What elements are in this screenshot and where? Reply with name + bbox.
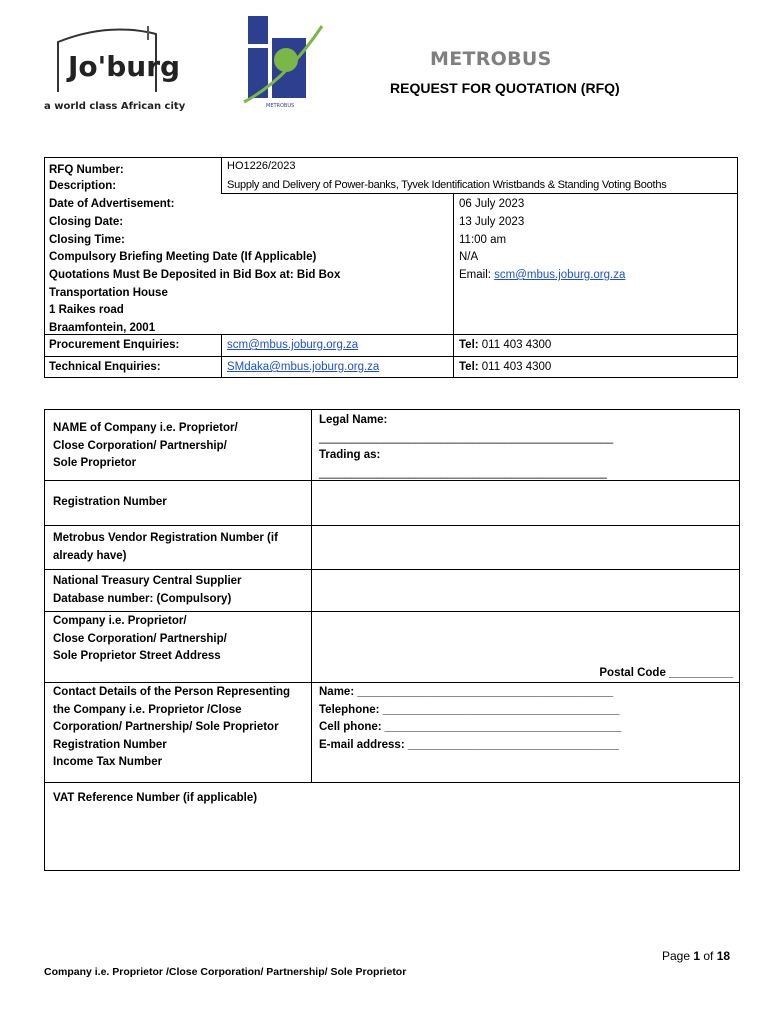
street-address-label <box>53 613 227 666</box>
rfq-number-label: RFQ Number: <box>49 164 124 176</box>
metrobus-logo-caption: METROBUS <box>266 103 295 109</box>
briefing-label: Compulsory Briefing Meeting Date (If Applicable) <box>49 251 317 263</box>
contact-details-label-line: Corporation/ Partnership/ Sole Proprietor <box>53 721 279 733</box>
vendor-registration-label <box>53 530 278 565</box>
company-name-label-line: Sole Proprietor <box>53 457 137 469</box>
technical-label: Technical Enquiries: <box>49 361 161 373</box>
page-number: 1 <box>693 949 701 963</box>
description-label: Description: <box>49 180 117 192</box>
deposit-email-prefix: Email: <box>459 269 495 281</box>
divider <box>45 782 740 783</box>
company-name-label-line: Close Corporation/ Partnership/ <box>53 439 227 452</box>
company-name-label-line: NAME of Company i.e. Proprietor/ <box>53 422 238 434</box>
deposit-email-link[interactable]: scm@mbus.joburg.org.za <box>494 269 626 281</box>
company-details-table <box>44 409 740 871</box>
deposit-label: Quotations Must Be Deposited in Bid Box at: Bid Box <box>49 269 341 281</box>
rfq-number-value: HO1226/2023 <box>227 160 296 172</box>
street-address-label-line: Company i.e. Proprietor/ <box>53 615 187 627</box>
treasury-csd-label-line: Database number: (Compulsory) <box>53 592 232 605</box>
technical-email-link[interactable]: SMdaka@mbus.joburg.org.za <box>227 361 380 373</box>
page-word: Page <box>662 949 694 963</box>
advert-date-label: Date of Advertisement: <box>49 198 175 210</box>
technical-tel <box>459 360 551 374</box>
rfq-info-table <box>44 157 738 378</box>
street-address-label-line: Sole Proprietor Street Address <box>53 650 221 662</box>
street-address-label-line: Close Corporation/ Partnership/ <box>53 632 227 645</box>
divider <box>221 193 738 194</box>
page-of: of <box>700 949 717 963</box>
technical-tel-value: 011 403 4300 <box>478 361 552 373</box>
registration-number-input[interactable] <box>313 482 739 524</box>
procurement-tel <box>459 338 551 352</box>
procurement-email-link[interactable]: scm@mbus.joburg.org.za <box>227 339 359 351</box>
treasury-csd-input[interactable] <box>313 571 739 610</box>
trading-as-input[interactable]: _____________________________________________ <box>319 466 607 479</box>
briefing-value: N/A <box>459 251 479 263</box>
registration-number-label: Registration Number <box>53 496 167 508</box>
divider <box>453 193 454 378</box>
description-value: Supply and Delivery of Power-banks, Tyvek Identification Wristbands & Standing Voting Booths <box>227 179 667 191</box>
procurement-tel-value: 011 403 4300 <box>478 339 552 351</box>
address-line-2: 1 Raikes road <box>49 304 124 316</box>
contact-name-field[interactable]: Name: ________________________________________ <box>319 686 614 698</box>
closing-date-label: Closing Date: <box>49 216 124 228</box>
vat-number-label: VAT Reference Number (if applicable) <box>53 792 258 804</box>
contact-telephone-field[interactable]: Telephone: _____________________________________ <box>319 703 620 716</box>
vendor-registration-label-line: Metrobus Vendor Registration Number (if <box>53 532 278 544</box>
divider <box>45 356 738 357</box>
address-line-1: Transportation House <box>49 287 168 299</box>
contact-email-field[interactable]: E-mail address: _________________________________ <box>319 738 619 751</box>
contact-cell-field[interactable]: Cell phone: _____________________________________ <box>319 721 622 733</box>
divider <box>221 158 222 194</box>
page-total: 18 <box>716 949 731 963</box>
deposit-email-row <box>459 268 625 282</box>
legal-name-label: Legal Name: <box>319 414 388 426</box>
joburg-tagline: a world class African city <box>44 101 186 112</box>
contact-details-label-line: Income Tax Number <box>53 756 163 768</box>
divider <box>45 525 740 526</box>
procurement-tel-label: Tel: <box>459 339 479 351</box>
divider <box>45 611 740 612</box>
vendor-registration-input[interactable] <box>313 527 739 568</box>
advert-date-value: 06 July 2023 <box>459 198 525 210</box>
contact-details-label <box>53 684 290 772</box>
treasury-csd-label <box>53 573 242 608</box>
closing-time-value: 11:00 am <box>459 234 507 246</box>
brand-title: METROBUS <box>430 48 552 70</box>
metrobus-logo <box>236 10 326 110</box>
closing-date-value: 13 July 2023 <box>459 216 525 228</box>
address-line-3: Braamfontein, 2001 <box>49 322 156 334</box>
contact-details-label-line: Contact Details of the Person Representing <box>53 686 291 698</box>
footer-note: Company i.e. Proprietor /Close Corporation/ Partnership/ Sole Proprietor <box>44 966 407 978</box>
contact-details-label-line: the Company i.e. Proprietor /Close <box>53 703 242 716</box>
postal-code-field[interactable]: Postal Code __________ <box>599 667 733 679</box>
legal-name-input[interactable]: ______________________________________________ <box>319 431 614 444</box>
joburg-logo-text: Jo'burg <box>68 50 181 83</box>
trading-as-label: Trading as: <box>319 449 381 461</box>
technical-tel-label: Tel: <box>459 361 479 373</box>
vendor-registration-label-line: already have) <box>53 549 127 562</box>
procurement-label: Procurement Enquiries: <box>49 339 180 351</box>
divider <box>311 410 312 782</box>
joburg-logo <box>38 14 188 114</box>
contact-fields <box>319 684 621 754</box>
document-title: REQUEST FOR QUOTATION (RFQ) <box>390 80 620 96</box>
divider <box>45 569 740 570</box>
company-name-fields <box>319 412 613 482</box>
treasury-csd-label-line: National Treasury Central Supplier <box>53 575 242 587</box>
contact-details-label-line: Registration Number <box>53 738 167 751</box>
closing-time-label: Closing Time: <box>49 234 125 246</box>
company-name-label <box>53 420 238 473</box>
page-indicator <box>662 949 730 963</box>
